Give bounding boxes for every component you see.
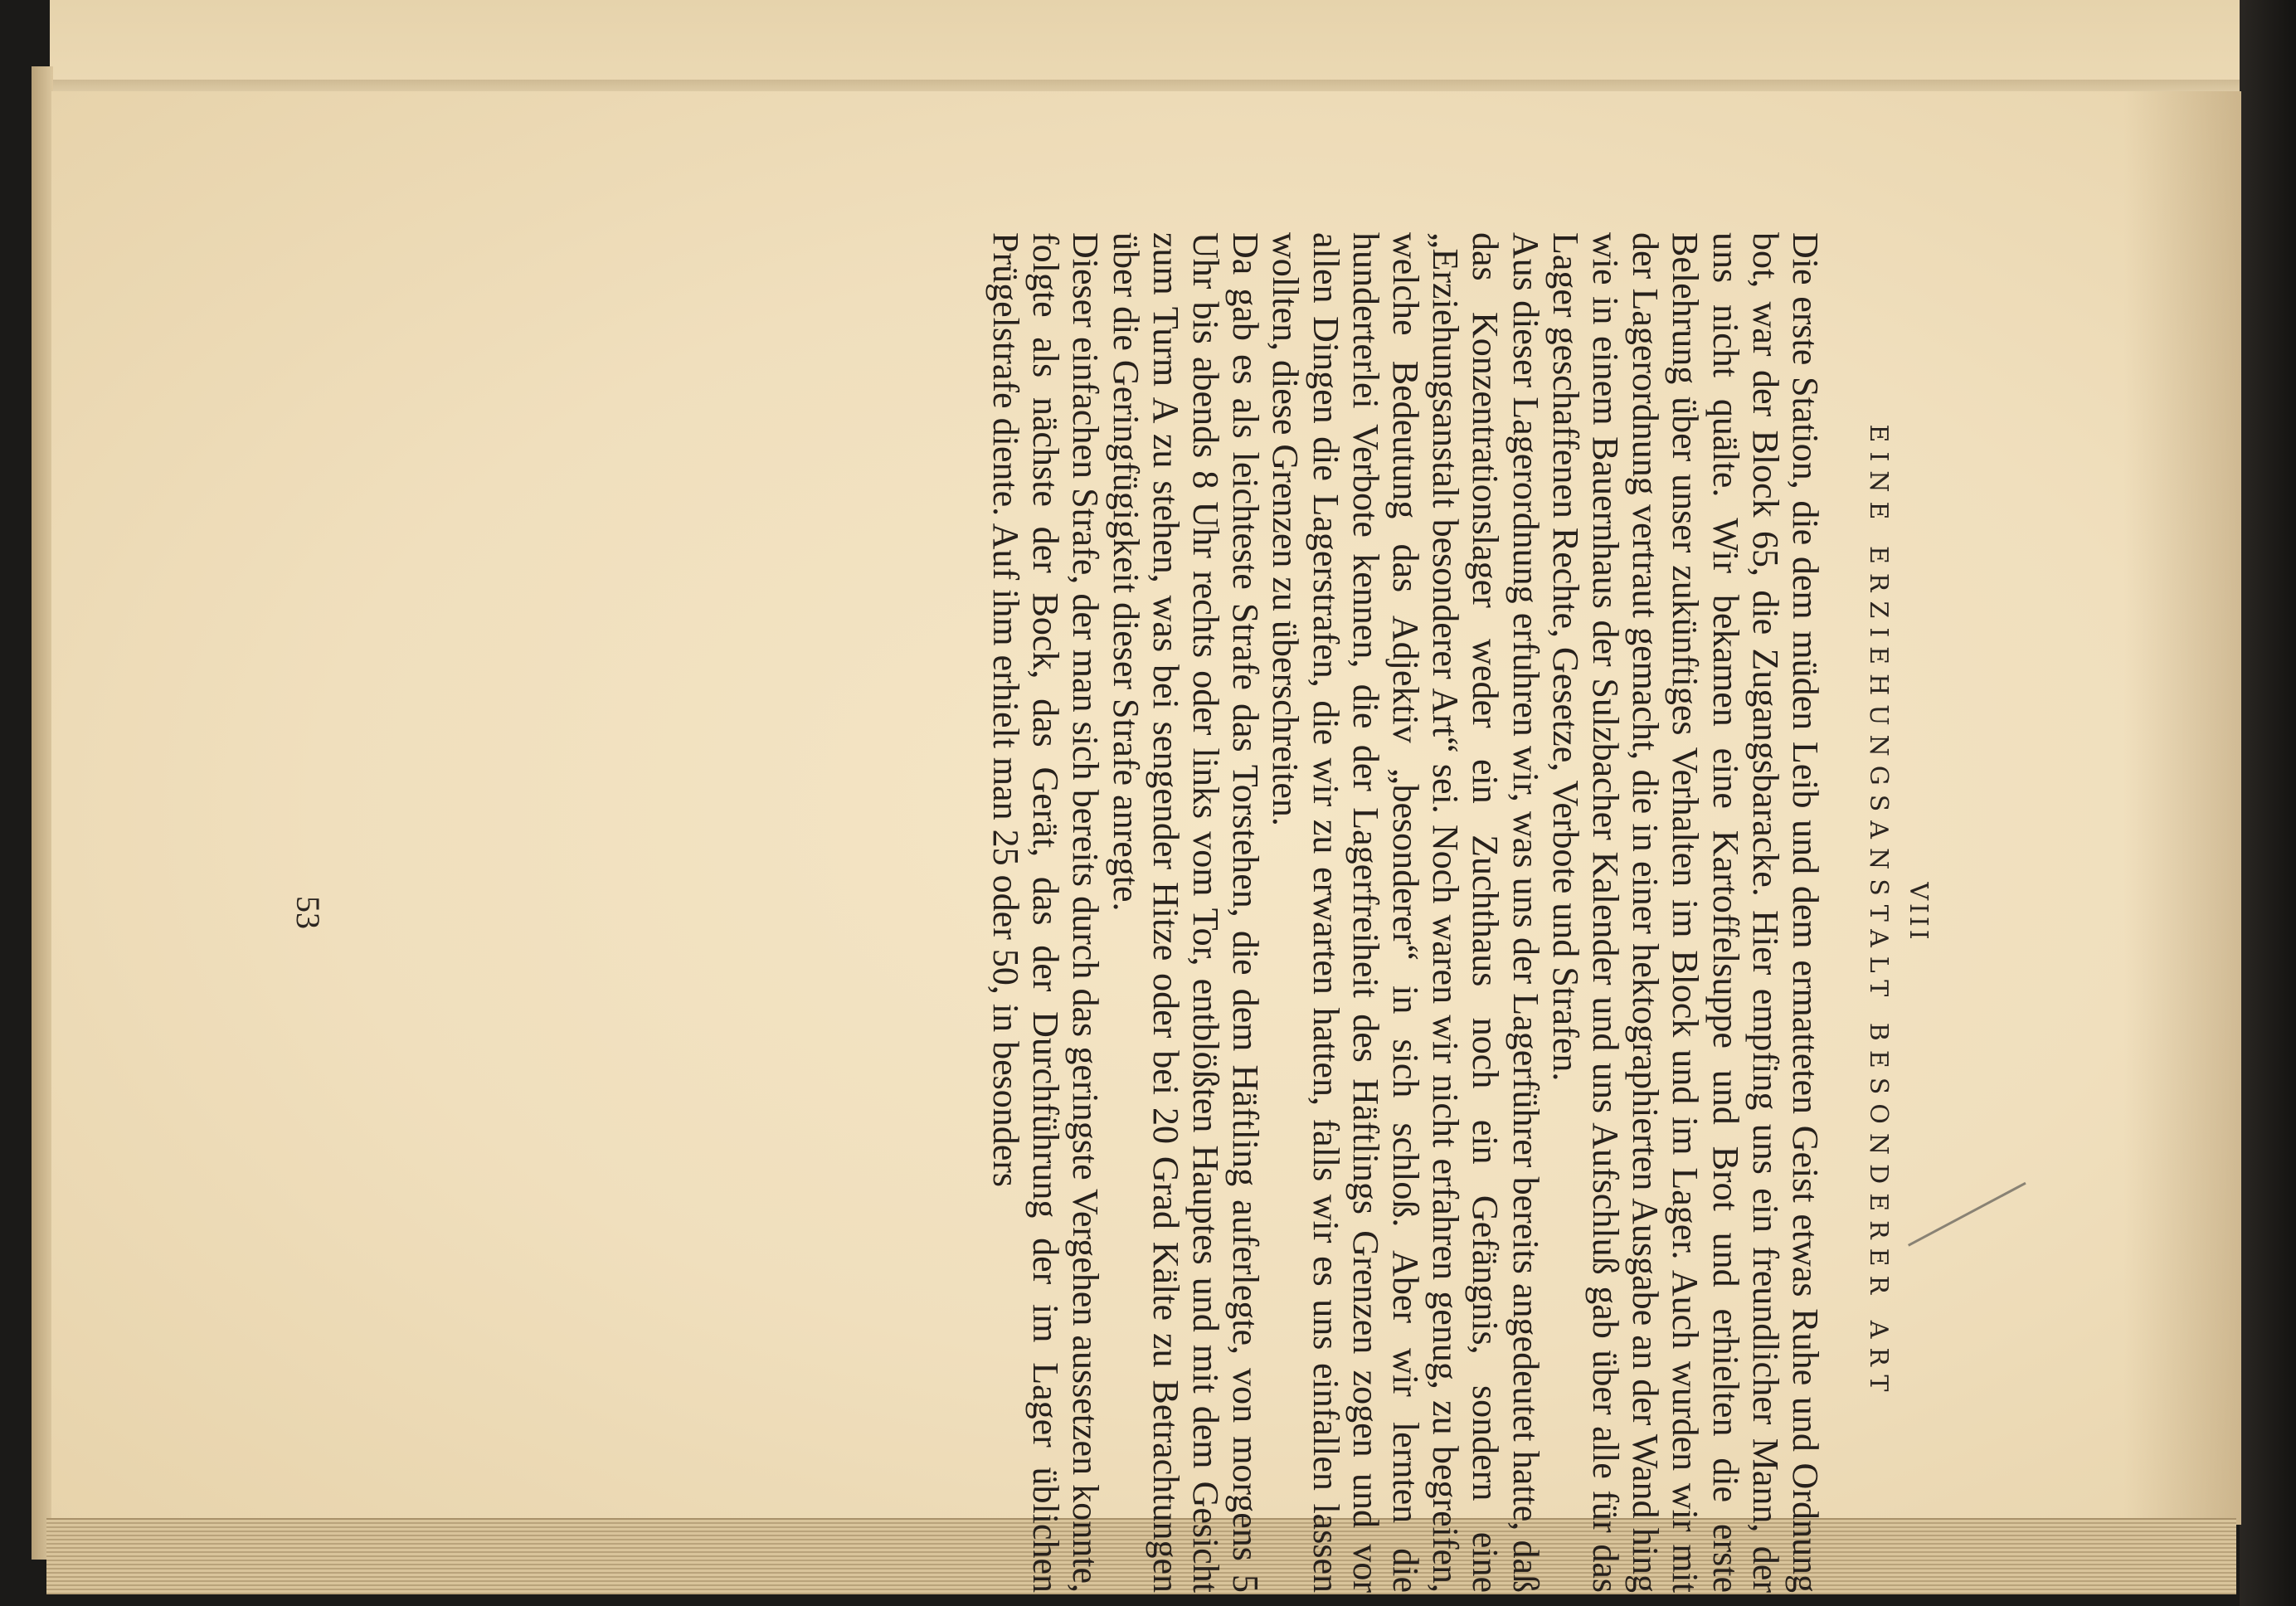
page-number: 53: [289, 896, 327, 929]
paragraph: Die erste Station, die dem müden Leib und dem ermatteten Geist etwas Ruhe und Ordnung bot, war der Block 65, die Zugangsbaracke. Hier empfing uns ein freundlicher Mann, der uns nicht quälte. Wir bekamen eine Kartoffelsuppe und Brot und erhielten die erste Belehrung über unser zukünftiges Verhalten im Block und im Lager. Auch wurden wir mit der Lagerordnung vertraut gemacht, die in einer hektographierten Ausgabe an der Wand hing wie in einem Bauernhaus der Sulzbacher Kalender und uns Aufschluß gab über alle für das Lager geschaffenen Rechte, Gesetze, Verbote und Strafen.: [1544, 232, 1826, 1593]
page-fore-edge: [32, 66, 53, 1560]
rotated-page-content: [274, 232, 1933, 1593]
page-gutter: [2123, 91, 2241, 1525]
paragraph: Aus dieser Lagerordnung erfuhren wir, was uns der Lagerführer bereits angedeutet hatte, daß das Konzentrationslager weder ein Zuchthaus noch ein Gefängnis, sondern eine „Erziehungsanstalt besonderer Art“ sei. Noch waren wir nicht erfahren genug, zu begreifen, welche Bedeutung das Adjektiv „besonderer“ in sich schloß. Aber wir lernten die hunderterlei Verbote kennen, die der Lagerfreiheit des Häftlings Grenzen zogen und vor allen Dingen die Lagerstrafen, die wir zu erwarten hatten, falls wir es uns einfallen lassen wollten, diese Grenzen zu überschreiten.: [1265, 232, 1546, 1593]
body-text: [985, 232, 1825, 1593]
chapter-title: EINE ERZIEHUNGSANSTALT BESONDERER ART: [1864, 424, 1893, 1401]
binding-shadow: [2240, 0, 2296, 1606]
paragraph: Dieser einfachen Strafe, der man sich bereits durch das geringste Vergehen aussetzen konnte, folgte als nächste der Bock, das Gerät, das der Durchführung der im Lager üblichen Prügelstrafe diente. Auf ihm erhielt man 25 oder 50, in besonders: [985, 232, 1107, 1593]
paragraph: Da gab es als leichteste Strafe das Torstehen, die dem Häftling auferlegte, von morgens 5 Uhr bis abends 8 Uhr rechts oder links vom Tor, entblößten Hauptes und mit dem Gesicht zum Turm A zu stehen, was bei sengender Hitze oder bei 20 Grad Kälte zu Betrachtungen über die Geringfügigkeit dieser Strafe anregte.: [1105, 232, 1267, 1593]
chapter-number: VIII: [1904, 882, 1933, 943]
